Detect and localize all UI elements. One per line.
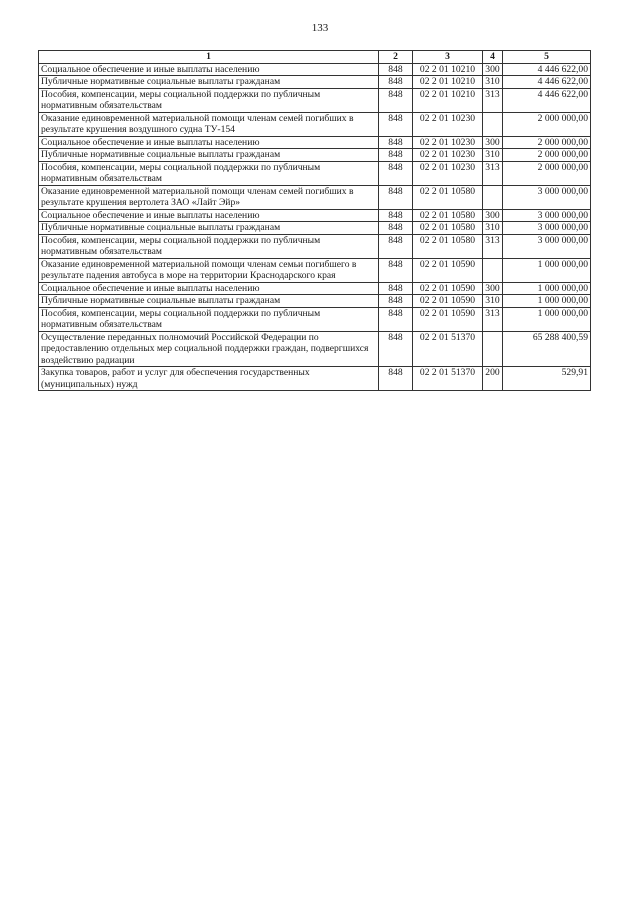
- budget-table: [38, 50, 591, 391]
- row-name-cell: Пособия, компенсации, меры социальной поддержки по публичным нормативным обязательствам: [39, 234, 379, 258]
- row-ministry-cell: 848: [379, 88, 413, 112]
- row-expense-type-cell: [483, 185, 503, 209]
- row-target-item-cell: 02 2 01 10230: [413, 112, 483, 136]
- row-name-cell: Пособия, компенсации, меры социальной поддержки по публичным нормативным обязательствам: [39, 161, 379, 185]
- row-name-cell: Публичные нормативные социальные выплаты гражданам: [39, 222, 379, 235]
- row-amount-cell: 3 000 000,00: [503, 222, 591, 235]
- row-amount-cell: 2 000 000,00: [503, 149, 591, 162]
- row-name-cell: Оказание единовременной материальной помощи членам семьи погибшего в результате падения автобуса в море на территории Краснодарского края: [39, 258, 379, 282]
- table-row: [39, 112, 591, 136]
- row-amount-cell: 3 000 000,00: [503, 234, 591, 258]
- table-row: [39, 76, 591, 89]
- row-target-item-cell: 02 2 01 10210: [413, 88, 483, 112]
- row-expense-type-cell: 310: [483, 295, 503, 308]
- column-header-expense-type: 4: [483, 51, 503, 64]
- row-target-item-cell: 02 2 01 10580: [413, 222, 483, 235]
- table-body: [39, 63, 591, 391]
- row-amount-cell: 4 446 622,00: [503, 76, 591, 89]
- row-amount-cell: 2 000 000,00: [503, 112, 591, 136]
- row-expense-type-cell: 300: [483, 282, 503, 295]
- row-ministry-cell: 848: [379, 307, 413, 331]
- column-header-ministry: 2: [379, 51, 413, 64]
- row-amount-cell: 529,91: [503, 367, 591, 391]
- row-ministry-cell: 848: [379, 222, 413, 235]
- table-header-row: [39, 51, 591, 64]
- table-row: [39, 367, 591, 391]
- row-amount-cell: 1 000 000,00: [503, 295, 591, 308]
- row-expense-type-cell: 300: [483, 63, 503, 76]
- row-target-item-cell: 02 2 01 51370: [413, 331, 483, 367]
- row-amount-cell: 2 000 000,00: [503, 136, 591, 149]
- row-ministry-cell: 848: [379, 161, 413, 185]
- row-expense-type-cell: 313: [483, 161, 503, 185]
- row-target-item-cell: 02 2 01 10580: [413, 209, 483, 222]
- row-amount-cell: 3 000 000,00: [503, 185, 591, 209]
- column-header-name: 1: [39, 51, 379, 64]
- row-ministry-cell: 848: [379, 149, 413, 162]
- row-target-item-cell: 02 2 01 10590: [413, 295, 483, 308]
- table-row: [39, 331, 591, 367]
- table-row: [39, 295, 591, 308]
- row-amount-cell: 3 000 000,00: [503, 209, 591, 222]
- row-name-cell: Публичные нормативные социальные выплаты гражданам: [39, 295, 379, 308]
- row-target-item-cell: 02 2 01 10210: [413, 76, 483, 89]
- table-row: [39, 258, 591, 282]
- row-target-item-cell: 02 2 01 10590: [413, 258, 483, 282]
- table-row: [39, 88, 591, 112]
- table-row: [39, 222, 591, 235]
- row-amount-cell: 4 446 622,00: [503, 88, 591, 112]
- row-expense-type-cell: 200: [483, 367, 503, 391]
- table-row: [39, 185, 591, 209]
- row-amount-cell: 1 000 000,00: [503, 282, 591, 295]
- row-name-cell: Социальное обеспечение и иные выплаты населению: [39, 209, 379, 222]
- row-target-item-cell: 02 2 01 10210: [413, 63, 483, 76]
- row-name-cell: Закупка товаров, работ и услуг для обеспечения государственных (муниципальных) нужд: [39, 367, 379, 391]
- page-number: 133: [311, 22, 329, 34]
- row-target-item-cell: 02 2 01 10230: [413, 161, 483, 185]
- row-ministry-cell: 848: [379, 282, 413, 295]
- row-ministry-cell: 848: [379, 234, 413, 258]
- table-row: [39, 234, 591, 258]
- row-ministry-cell: 848: [379, 367, 413, 391]
- row-name-cell: Публичные нормативные социальные выплаты гражданам: [39, 76, 379, 89]
- column-header-target-item: 3: [413, 51, 483, 64]
- row-name-cell: Социальное обеспечение и иные выплаты населению: [39, 63, 379, 76]
- row-amount-cell: 65 288 400,59: [503, 331, 591, 367]
- table-row: [39, 136, 591, 149]
- row-expense-type-cell: 310: [483, 76, 503, 89]
- table-row: [39, 282, 591, 295]
- row-expense-type-cell: [483, 112, 503, 136]
- row-ministry-cell: 848: [379, 258, 413, 282]
- row-amount-cell: 1 000 000,00: [503, 258, 591, 282]
- row-expense-type-cell: 300: [483, 136, 503, 149]
- row-ministry-cell: 848: [379, 331, 413, 367]
- row-target-item-cell: 02 2 01 10580: [413, 185, 483, 209]
- row-name-cell: Осуществление переданных полномочий Российской Федерации по предоставлению отдельных мер социальной поддержки граждан, подвергшихся воздействию радиации: [39, 331, 379, 367]
- row-target-item-cell: 02 2 01 10590: [413, 307, 483, 331]
- row-target-item-cell: 02 2 01 10230: [413, 136, 483, 149]
- row-name-cell: Социальное обеспечение и иные выплаты населению: [39, 282, 379, 295]
- table-row: [39, 161, 591, 185]
- row-name-cell: Пособия, компенсации, меры социальной поддержки по публичным нормативным обязательствам: [39, 88, 379, 112]
- row-ministry-cell: 848: [379, 185, 413, 209]
- row-amount-cell: 2 000 000,00: [503, 161, 591, 185]
- row-name-cell: Пособия, компенсации, меры социальной поддержки по публичным нормативным обязательствам: [39, 307, 379, 331]
- table-row: [39, 209, 591, 222]
- table-row: [39, 307, 591, 331]
- row-ministry-cell: 848: [379, 295, 413, 308]
- row-expense-type-cell: [483, 331, 503, 367]
- row-ministry-cell: 848: [379, 63, 413, 76]
- row-expense-type-cell: 310: [483, 149, 503, 162]
- row-ministry-cell: 848: [379, 112, 413, 136]
- column-header-amount: 5: [503, 51, 591, 64]
- row-name-cell: Социальное обеспечение и иные выплаты населению: [39, 136, 379, 149]
- row-name-cell: Публичные нормативные социальные выплаты гражданам: [39, 149, 379, 162]
- row-ministry-cell: 848: [379, 76, 413, 89]
- row-target-item-cell: 02 2 01 10590: [413, 282, 483, 295]
- row-name-cell: Оказание единовременной материальной помощи членам семей погибших в результате крушения воздушного судна ТУ-154: [39, 112, 379, 136]
- row-expense-type-cell: 313: [483, 307, 503, 331]
- row-expense-type-cell: 300: [483, 209, 503, 222]
- row-target-item-cell: 02 2 01 10580: [413, 234, 483, 258]
- table-row: [39, 63, 591, 76]
- row-target-item-cell: 02 2 01 10230: [413, 149, 483, 162]
- table-row: [39, 149, 591, 162]
- row-expense-type-cell: 310: [483, 222, 503, 235]
- row-expense-type-cell: 313: [483, 234, 503, 258]
- row-amount-cell: 1 000 000,00: [503, 307, 591, 331]
- row-expense-type-cell: 313: [483, 88, 503, 112]
- row-amount-cell: 4 446 622,00: [503, 63, 591, 76]
- row-target-item-cell: 02 2 01 51370: [413, 367, 483, 391]
- row-expense-type-cell: [483, 258, 503, 282]
- row-ministry-cell: 848: [379, 136, 413, 149]
- row-name-cell: Оказание единовременной материальной помощи членам семей погибших в результате крушения вертолета ЗАО «Лайт Эйр»: [39, 185, 379, 209]
- row-ministry-cell: 848: [379, 209, 413, 222]
